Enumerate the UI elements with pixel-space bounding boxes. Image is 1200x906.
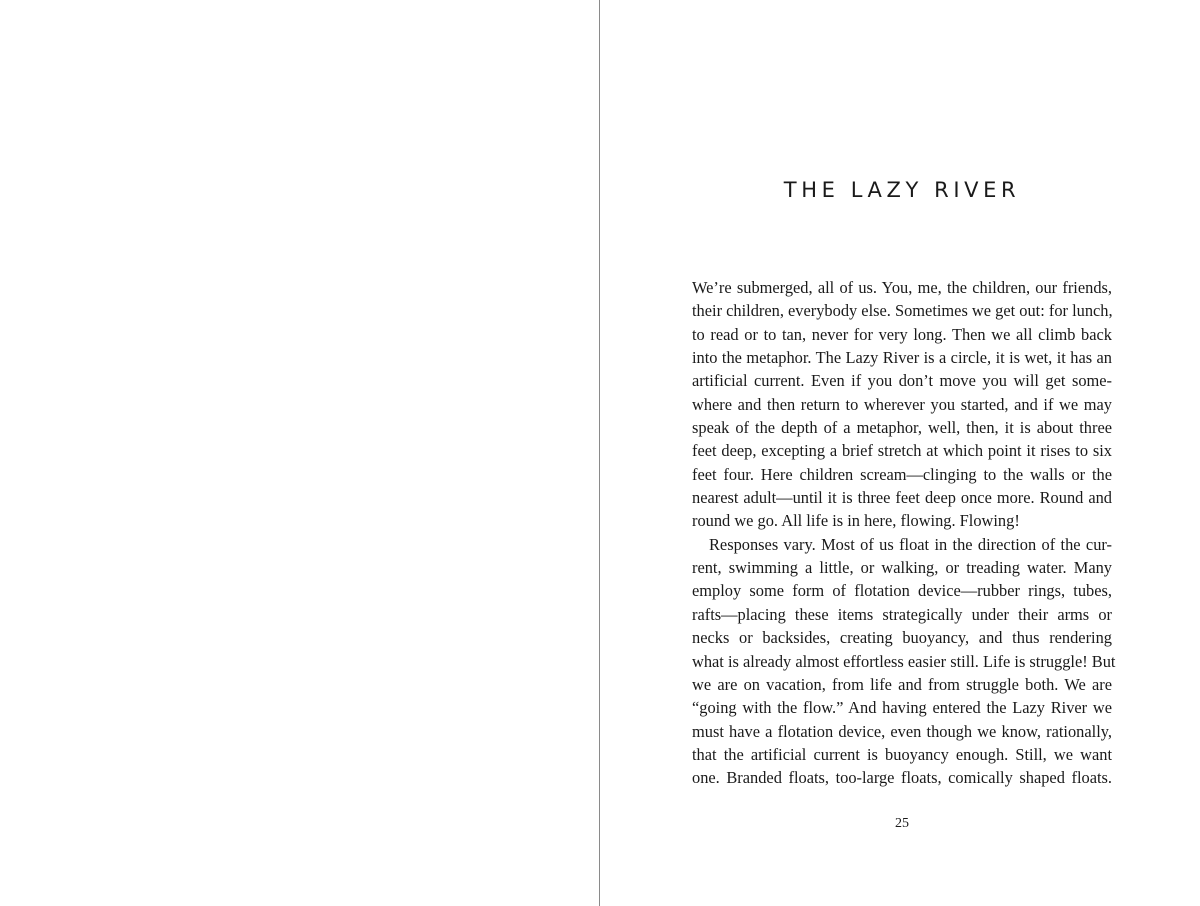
- text-line: their children, everybody else. Sometimes we get out: for lunch,: [692, 301, 1113, 321]
- text-line: where and then return to wherever you started, and if we may: [692, 394, 1112, 414]
- text-line: feet four. Here children scream—clinging to the walls or the: [692, 464, 1112, 484]
- text-line: must have a flotation device, even though we know, rationally,: [692, 721, 1112, 741]
- text-line: necks or backsides, creating buoyancy, and thus rendering: [692, 628, 1112, 648]
- text-line: one. Branded floats, too-large floats, comically shaped floats.: [692, 768, 1112, 788]
- body-text: [692, 276, 1116, 790]
- paragraph-2: [692, 533, 1116, 790]
- paragraph-1: [692, 276, 1112, 533]
- text-line: employ some form of flotation device—rubber rings, tubes,: [692, 581, 1112, 601]
- text-line: feet deep, excepting a brief stretch at which point it rises to six: [692, 441, 1112, 461]
- text-line: into the metaphor. The Lazy River is a circle, it is wet, it has an: [692, 348, 1112, 368]
- text-line: artificial current. Even if you don’t move you will get some-: [692, 371, 1112, 391]
- text-line: rent, swimming a little, or walking, or treading water. Many: [692, 558, 1112, 578]
- text-line: We’re submerged, all of us. You, me, the children, our friends,: [692, 278, 1112, 297]
- text-line: rafts—placing these items strategically under their arms or: [692, 604, 1112, 624]
- text-line: to read or to tan, never for very long. Then we all climb back: [692, 324, 1112, 344]
- text-line: speak of the depth of a metaphor, well, then, it is about three: [692, 418, 1112, 438]
- right-page: [600, 0, 1200, 906]
- page-number: 25: [895, 816, 909, 831]
- text-line: “going with the flow.” And having entered the Lazy River we: [692, 698, 1112, 718]
- text-line: Responses vary. Most of us float in the direction of the cur-: [709, 534, 1112, 554]
- text-line: what is already almost effortless easier still. Life is struggle! But: [692, 651, 1116, 671]
- chapter-title: THE LAZY RIVER: [783, 178, 1021, 202]
- text-line: that the artificial current is buoyancy enough. Still, we want: [692, 744, 1112, 764]
- text-line: nearest adult—until it is three feet deep once more. Round and: [692, 488, 1112, 508]
- left-page-blank: [0, 0, 599, 906]
- text-line: round we go. All life is in here, flowing. Flowing!: [692, 511, 1020, 531]
- text-line: we are on vacation, from life and from struggle both. We are: [692, 674, 1112, 694]
